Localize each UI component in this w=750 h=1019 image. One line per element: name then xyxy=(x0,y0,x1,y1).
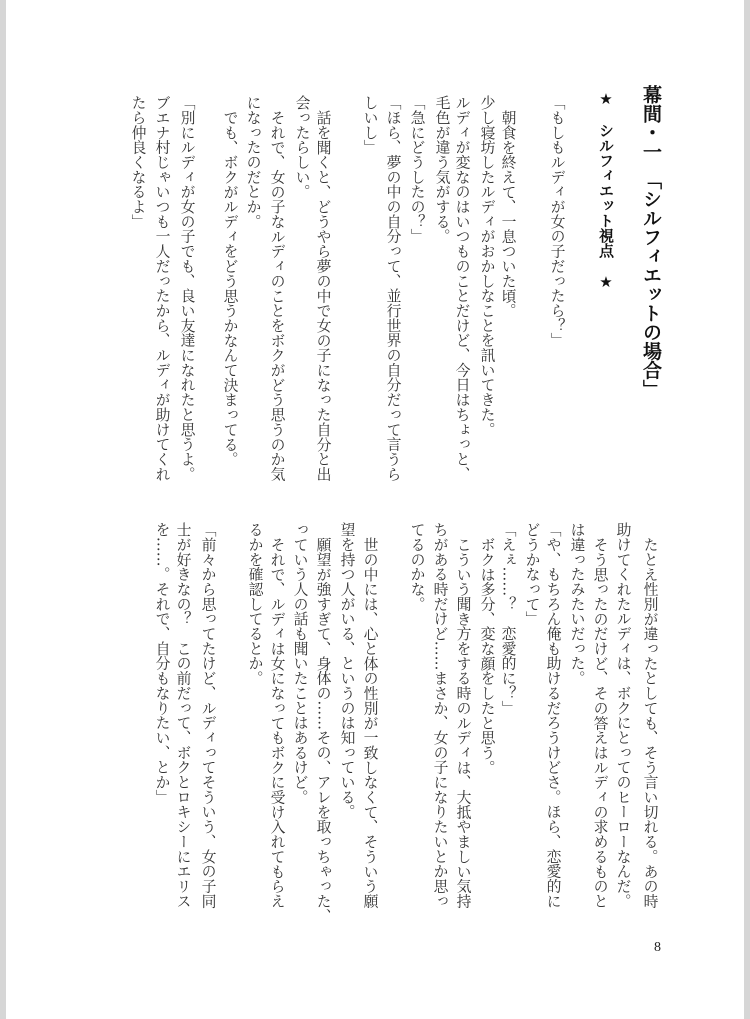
text-line: 会ったらしい。 xyxy=(293,95,312,199)
chapter-title: 幕間・一 「シルフィエットの場合」 xyxy=(640,85,662,399)
text-line: になったのだとか。 xyxy=(244,95,263,229)
text-line: 望を持つ人がいる、というのは知っている。 xyxy=(338,522,357,819)
text-line: 「もしもルディが女の子だったら？」 xyxy=(548,95,567,348)
text-line: たとえ性別が違ったとしても、そう言い切れる。あの時 xyxy=(641,536,660,909)
text-line: 「前々から思ってたけど、ルディってそういう、女の子同 xyxy=(199,522,218,909)
text-line: 願望が強すぎて、身体の……その、アレを取っちゃった、 xyxy=(314,536,333,923)
text-line: を……。それで、自分もなりたい、とか」 xyxy=(153,522,172,805)
text-line: しいし」 xyxy=(361,95,380,155)
text-line: っていう人の話も聞いたことはあるけど。 xyxy=(291,522,310,805)
text-line: 「えぇ……？ 恋愛的に？」 xyxy=(499,522,518,716)
text-line: たら仲良くなるよ」 xyxy=(129,95,148,229)
text-line: 士が好きなの？ この前だって、ボクとロキシーにエリス xyxy=(174,522,193,909)
text-line: 「ほら、夢の中の自分って、並行世界の自分だって言うら xyxy=(384,95,403,482)
text-line: こういう聞き方をする時のルディは、大抵やましい気持 xyxy=(454,536,473,909)
text-line: 「別にルディが女の子でも、良い友達になれたと思うよ。 xyxy=(178,95,197,482)
text-line: どうかなって」 xyxy=(523,522,542,626)
text-line: ボクは多分、変な顔をしたと思う。 xyxy=(478,536,497,775)
text-line: は違ったみたいだった。 xyxy=(568,522,587,686)
text-line: 毛色が違う気がする。 xyxy=(433,95,452,244)
text-line: それで、ルディは女になってもボクに受け入れてもらえ xyxy=(268,536,287,909)
text-line: ブエナ村じゃいつも一人だったから、ルディが助けてくれ xyxy=(153,95,172,482)
page-number: 8 xyxy=(654,940,661,955)
text-line: ちがある時だけど……まさか、女の子になりたいとか思っ xyxy=(431,522,450,909)
text-line: 「急にどうしたの？」 xyxy=(408,95,427,244)
text-line: そう思ったのだけど、その答えはルディの求めるものと xyxy=(591,536,610,909)
chapter-subtitle: ★ シルフィエット視点 ★ xyxy=(597,90,615,291)
text-line: 世の中には、心と体の性別が一致しなくて、そういう願 xyxy=(361,536,380,909)
text-line: それで、女の子なルディのことをボクがどう思うのか気 xyxy=(268,109,287,482)
text-line: 少し寝坊したルディがおかしなことを訊いてきた。 xyxy=(478,95,497,437)
text-line: るかを確認してるとか。 xyxy=(246,522,265,686)
text-line: 「や、もちろん俺も助けるだろうけどさ。ほら、恋愛的に xyxy=(544,522,563,909)
text-line: 話を聞くと、どうやら夢の中で女の子になった自分と出 xyxy=(314,109,333,482)
text-line: ルディが変なのはいつものことだけど、今日はちょっと、 xyxy=(453,95,472,482)
text-line: 助けてくれたルディは、ボクにとってのヒーローなんだ。 xyxy=(614,522,633,909)
text-line: てるのかな。 xyxy=(408,522,427,612)
book-page xyxy=(6,0,744,1019)
text-line: 朝食を終えて、一息ついた頃。 xyxy=(499,109,518,318)
text-line: でも、ボクがルディをどう思うかなんて決まってる。 xyxy=(221,109,240,467)
